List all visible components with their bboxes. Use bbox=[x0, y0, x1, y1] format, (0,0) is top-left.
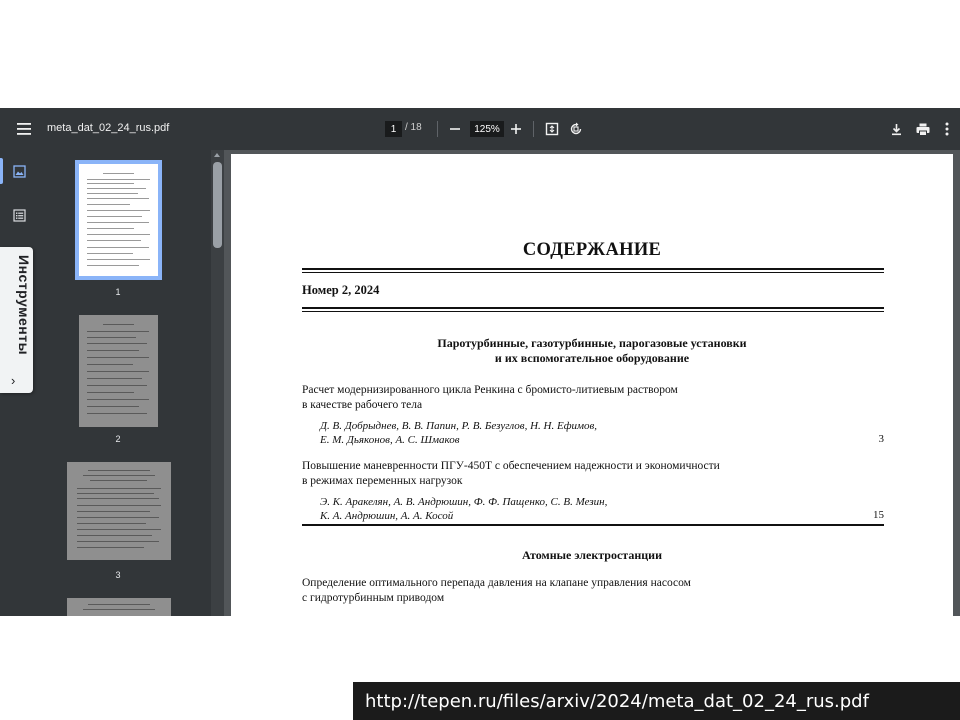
file-title: meta_dat_02_24_rus.pdf bbox=[47, 122, 170, 134]
article-title: Расчет модернизированного цикла Ренкина с бромисто-литиевым раствором bbox=[302, 384, 678, 396]
section-heading: и их вспомогательное оборудование bbox=[494, 351, 690, 365]
doc-title: СОДЕРЖАНИЕ bbox=[522, 240, 662, 260]
article-title: Повышение маневренности ПГУ-450Т с обеспечением надежности и экономичности bbox=[302, 460, 720, 472]
rotate-button[interactable] bbox=[567, 120, 585, 138]
source-url-caption bbox=[353, 682, 960, 720]
source-url: http://tepen.ru/files/arxiv/2024/meta_dat_02_24_rus.pdf bbox=[365, 690, 869, 712]
page-thumbnail-1[interactable] bbox=[79, 164, 158, 276]
page-number-input[interactable]: 1 bbox=[385, 121, 402, 137]
zoom-out-button[interactable] bbox=[446, 120, 464, 138]
article-title: в режимах переменных нагрузок bbox=[302, 475, 463, 487]
section-heading: Паротурбинные, газотурбинные, парогазовые установки bbox=[437, 336, 747, 350]
scroll-up-arrow-icon[interactable] bbox=[214, 153, 220, 157]
thumbnail-scrollbar-thumb[interactable] bbox=[213, 162, 222, 248]
article-authors: Э. К. Аракелян, А. В. Андрюшин, Ф. Ф. Пащенко, С. В. Мезин, bbox=[320, 496, 608, 508]
fit-page-icon bbox=[545, 122, 559, 136]
more-options-button[interactable] bbox=[940, 120, 954, 138]
tools-tab[interactable] bbox=[0, 247, 33, 393]
page-total: / 18 bbox=[405, 122, 422, 133]
section-rule bbox=[302, 524, 884, 526]
thumbnail-label: 2 bbox=[115, 434, 121, 444]
page-reference: 15 bbox=[873, 509, 884, 521]
print-icon bbox=[916, 123, 930, 136]
pdf-viewer bbox=[0, 108, 960, 616]
thumbnail-scrollbar-track[interactable] bbox=[211, 150, 224, 616]
article-title: Определение оптимального перепада давления на клапане управления насосом bbox=[302, 577, 691, 589]
page-thumbnail-3[interactable] bbox=[67, 462, 171, 560]
page-thumbnail-4[interactable] bbox=[67, 598, 171, 616]
print-button[interactable] bbox=[914, 120, 932, 138]
pdf-page bbox=[231, 154, 953, 616]
image-icon bbox=[13, 165, 26, 178]
zoom-in-button[interactable] bbox=[507, 120, 525, 138]
article-authors: Е. М. Дьяконов, А. С. Шмаков bbox=[320, 434, 460, 446]
double-rule bbox=[302, 272, 884, 273]
section-heading: Атомные электростанции bbox=[521, 548, 663, 562]
toolbar-divider bbox=[533, 121, 534, 137]
page-thumbnail-2[interactable] bbox=[79, 315, 158, 427]
thumbnail-label: 1 bbox=[115, 287, 121, 297]
double-rule bbox=[302, 268, 884, 270]
toolbar-divider bbox=[437, 121, 438, 137]
outline-view-button[interactable] bbox=[11, 207, 27, 223]
thumbnail-panel bbox=[38, 150, 211, 616]
viewer-toolbar bbox=[0, 108, 960, 150]
more-vertical-icon bbox=[945, 122, 949, 136]
download-button[interactable] bbox=[887, 120, 905, 138]
thumbnails-view-button[interactable] bbox=[11, 163, 27, 179]
zoom-level-input[interactable]: 125% bbox=[470, 121, 504, 137]
double-rule bbox=[302, 311, 884, 312]
chevron-right-icon: › bbox=[11, 373, 16, 388]
minus-icon bbox=[449, 123, 461, 135]
article-authors: Д. В. Добрыднев, В. В. Папин, Р. В. Безуглов, Н. Н. Ефимов, bbox=[320, 420, 598, 432]
double-rule bbox=[302, 307, 884, 309]
rotate-icon bbox=[569, 122, 583, 136]
download-icon bbox=[890, 123, 903, 136]
menu-button[interactable] bbox=[12, 119, 36, 139]
article-authors: К. А. Андрюшин, А. А. Косой bbox=[320, 510, 454, 522]
issue-number: Номер 2, 2024 bbox=[302, 283, 380, 297]
tools-label: Инструменты bbox=[16, 255, 32, 356]
page-reference: 3 bbox=[878, 433, 884, 445]
article-title: с гидротурбинным приводом bbox=[302, 592, 445, 604]
document-area[interactable] bbox=[224, 150, 960, 616]
list-icon bbox=[13, 209, 26, 222]
active-indicator bbox=[0, 158, 3, 184]
fit-to-page-button[interactable] bbox=[543, 120, 561, 138]
thumbnail-label: 3 bbox=[115, 570, 121, 580]
plus-icon bbox=[510, 123, 522, 135]
article-title: в качестве рабочего тела bbox=[302, 399, 423, 411]
hamburger-menu-icon bbox=[16, 122, 32, 136]
